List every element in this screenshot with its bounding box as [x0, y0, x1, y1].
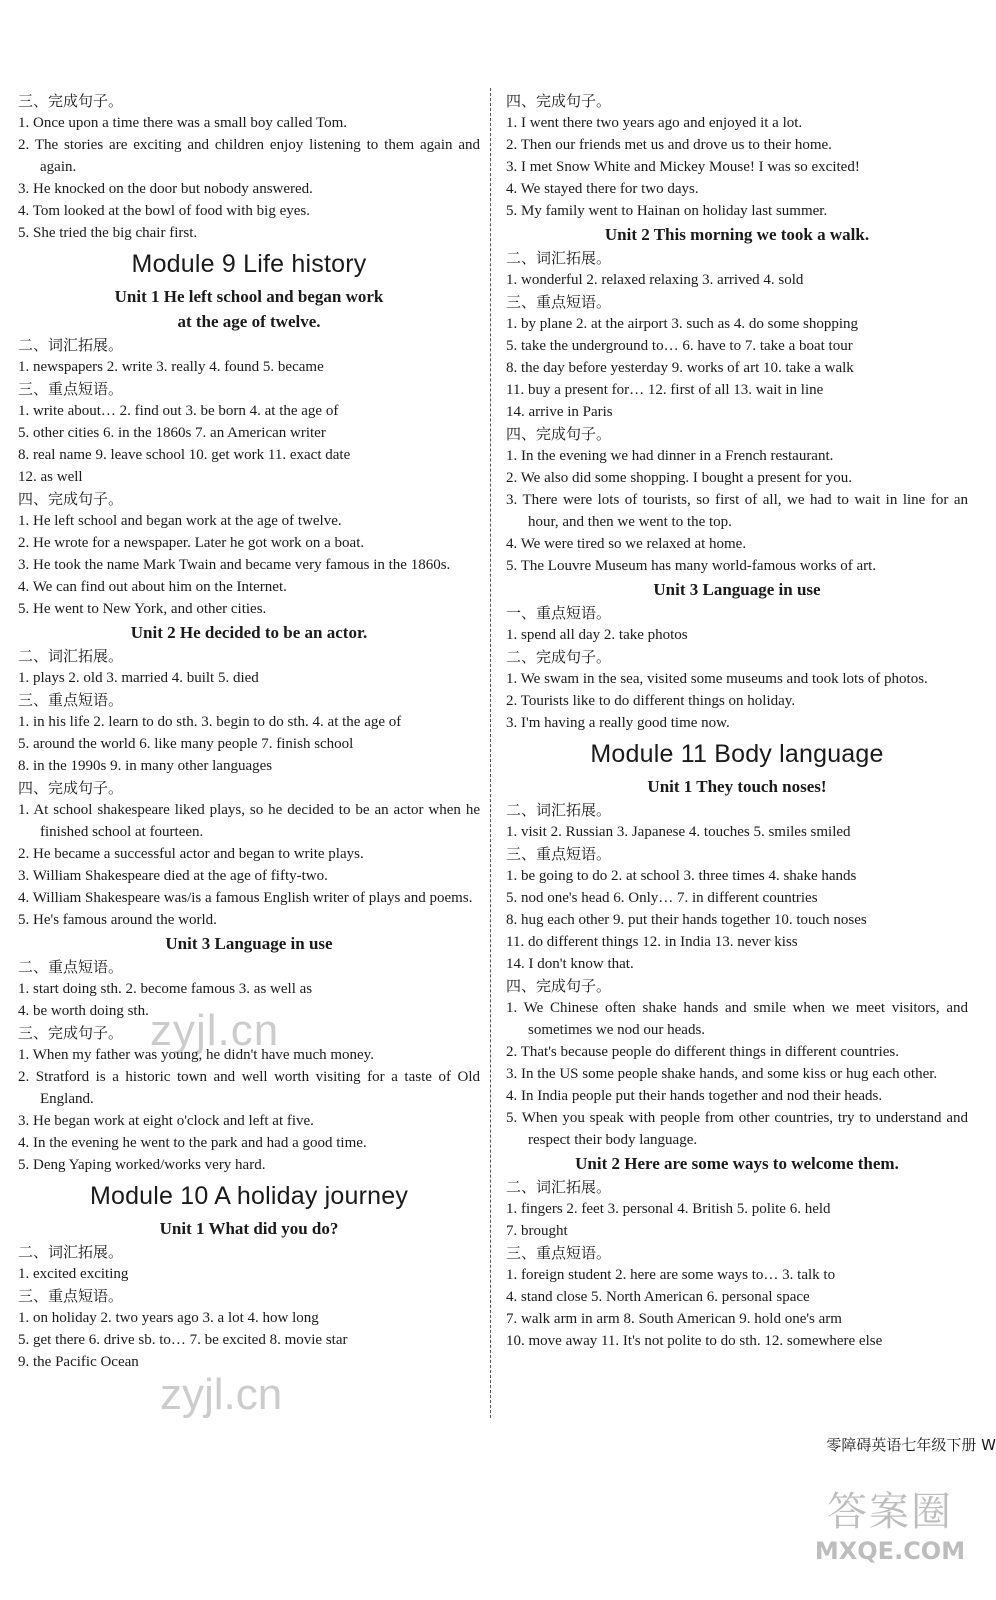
module-title: Module 11 Body language	[590, 740, 884, 768]
section-heading: 三、重点短语。	[506, 1244, 612, 1262]
answer-line: 5. She tried the big chair first.	[18, 225, 198, 241]
section-heading: 三、重点短语。	[18, 691, 124, 709]
section-heading: 二、词汇拓展。	[506, 249, 612, 267]
section-heading: 二、词汇拓展。	[18, 336, 124, 354]
answer-line: 2. Then our friends met us and drove us to their home.	[506, 137, 832, 153]
right-column	[506, 90, 968, 1352]
answer-line: 5. around the world 6. like many people 7. finish school	[18, 736, 354, 752]
answer-line: 4. In the evening he went to the park and had a good time.	[18, 1135, 367, 1151]
answer-line: 2. Tourists like to do different things on holiday.	[506, 693, 796, 709]
answer-line: 14. I don't know that.	[506, 956, 634, 972]
answer-item: 3. There were lots of tourists, so first of all, we had to wait in line for an hour, and then we went to the top.	[506, 492, 968, 530]
answer-line: 11. do different things 12. in India 13. never kiss	[506, 934, 798, 950]
section-heading: 四、完成句子。	[506, 425, 612, 443]
answer-line: 1. visit 2. Russian 3. Japanese 4. touches 5. smiles smiled	[506, 824, 851, 840]
answer-item: 2. Stratford is a historic town and well worth visiting for a taste of Old England.	[18, 1069, 480, 1107]
section-heading: 二、词汇拓展。	[506, 1178, 612, 1196]
answer-line: 5. other cities 6. in the 1860s 7. an American writer	[18, 425, 326, 441]
answer-line: 4. be worth doing sth.	[18, 1003, 149, 1019]
answer-line: 1. wonderful 2. relaxed relaxing 3. arrived 4. sold	[506, 272, 804, 288]
section-heading: 一、重点短语。	[506, 604, 612, 622]
answer-line: 1. newspapers 2. write 3. really 4. found 5. became	[18, 359, 324, 375]
unit-title: Unit 1 He left school and began work	[114, 287, 384, 306]
watermark-site-2: zyjl.cn	[160, 1370, 283, 1419]
answer-line: 1. spend all day 2. take photos	[506, 627, 688, 643]
answer-line: 3. He took the name Mark Twain and became very famous in the 1860s.	[18, 557, 451, 573]
section-heading: 三、重点短语。	[18, 1287, 124, 1305]
answer-line: 3. He knocked on the door but nobody answered.	[18, 181, 313, 197]
answer-line: 4. In India people put their hands together and nod their heads.	[506, 1088, 883, 1104]
answer-line: 1. Once upon a time there was a small boy called Tom.	[18, 115, 347, 131]
answer-line: 1. on holiday 2. two years ago 3. a lot 4. how long	[18, 1310, 319, 1326]
section-heading: 二、完成句子。	[506, 648, 612, 666]
section-heading: 四、完成句子。	[18, 779, 124, 797]
answer-line: 4. We were tired so we relaxed at home.	[506, 536, 747, 552]
answer-line: 9. the Pacific Ocean	[18, 1354, 139, 1370]
answer-line: 5. He went to New York, and other cities.	[18, 601, 267, 617]
answer-line: 1. in his life 2. learn to do sth. 3. begin to do sth. 4. at the age of	[18, 714, 402, 730]
answer-line: 4. Tom looked at the bowl of food with big eyes.	[18, 203, 310, 219]
unit-title: Unit 1 What did you do?	[159, 1219, 339, 1238]
module-title: Module 10 A holiday journey	[89, 1182, 409, 1210]
answer-line: 5. nod one's head 6. Only… 7. in different countries	[506, 890, 818, 906]
answer-line: 1. He left school and began work at the age of twelve.	[18, 513, 342, 529]
section-heading: 二、重点短语。	[18, 958, 124, 976]
unit-title: Unit 1 They touch noses!	[647, 777, 827, 796]
answer-line: 1. fingers 2. feet 3. personal 4. British 5. polite 6. held	[506, 1201, 831, 1217]
unit-title: Unit 3 Language in use	[165, 934, 333, 953]
answer-line: 5. Deng Yaping worked/works very hard.	[18, 1157, 266, 1173]
answer-line: 1. In the evening we had dinner in a French restaurant.	[506, 448, 834, 464]
answer-line: 11. buy a present for… 12. first of all 13. wait in line	[506, 382, 824, 398]
answer-item: 3. In the US some people shake hands, and some kiss or hug each other.	[506, 1066, 938, 1082]
section-heading: 四、完成句子。	[506, 92, 612, 110]
unit-title: Unit 3 Language in use	[653, 580, 821, 599]
answer-line: 12. as well	[18, 469, 83, 485]
unit-title: Unit 2 Here are some ways to welcome them.	[575, 1154, 899, 1173]
answer-line: 2. We also did some shopping. I bought a present for you.	[506, 470, 852, 486]
answer-line: 4. We stayed there for two days.	[506, 181, 699, 197]
answer-line: 1. write about… 2. find out 3. be born 4. at the age of	[18, 403, 339, 419]
answer-line: 1. excited exciting	[18, 1266, 129, 1282]
column-divider	[490, 88, 491, 1418]
answer-item: 1. We swam in the sea, visited some museums and took lots of photos.	[506, 671, 928, 687]
answer-line: 5. The Louvre Museum has many world-famous works of art.	[506, 558, 877, 574]
watermark-logo-text: 答案圈	[827, 1489, 953, 1535]
answer-line: 5. He's famous around the world.	[18, 912, 217, 928]
answer-line: 1. I went there two years ago and enjoyed it a lot.	[506, 115, 803, 131]
answer-line: 7. walk arm in arm 8. South American 9. hold one's arm	[506, 1311, 842, 1327]
answer-item: 5. When you speak with people from other countries, try to understand and respect their body language.	[506, 1110, 968, 1148]
answer-line: 1. by plane 2. at the airport 3. such as 4. do some shopping	[506, 316, 859, 332]
answer-line: 8. the day before yesterday 9. works of art 10. take a walk	[506, 360, 854, 376]
unit-title: at the age of twelve.	[177, 312, 321, 331]
answer-line: 5. My family went to Hainan on holiday last summer.	[506, 203, 828, 219]
answer-line: 1. When my father was young, he didn't have much money.	[18, 1047, 374, 1063]
section-heading: 三、完成句子。	[18, 1024, 124, 1042]
answer-line: 10. move away 11. It's not polite to do sth. 12. somewhere else	[506, 1333, 883, 1349]
answer-line: 8. in the 1990s 9. in many other languages	[18, 758, 273, 774]
module-title: Module 9 Life history	[131, 250, 367, 278]
answer-line: 14. arrive in Paris	[506, 404, 613, 420]
section-heading: 四、完成句子。	[506, 977, 612, 995]
section-heading: 二、词汇拓展。	[18, 1243, 124, 1261]
watermark-site: zyjl.cn	[150, 1006, 280, 1055]
footer-book-title: 零障碍英语七年级下册 W	[826, 1436, 996, 1454]
answer-line: 2. He became a successful actor and began to write plays.	[18, 846, 364, 862]
answer-line: 5. take the underground to… 6. have to 7. take a boat tour	[506, 338, 853, 354]
answer-line: 3. I'm having a really good time now.	[506, 715, 730, 731]
answer-item: 1. We Chinese often shake hands and smile when we meet visitors, and sometimes we nod our heads.	[506, 1000, 968, 1038]
answer-line: 2. That's because people do different things in different countries.	[506, 1044, 900, 1060]
watermark-logo-domain: MXQE.COM	[814, 1537, 966, 1565]
section-heading: 二、词汇拓展。	[506, 801, 612, 819]
section-heading: 二、词汇拓展。	[18, 647, 124, 665]
answer-line: 1. start doing sth. 2. become famous 3. as well as	[18, 981, 313, 997]
answer-item: 1. At school shakespeare liked plays, so he decided to be an actor when he finished school at fourteen.	[18, 802, 480, 840]
answer-line: 7. brought	[506, 1223, 568, 1239]
answer-line: 1. plays 2. old 3. married 4. built 5. died	[18, 670, 259, 686]
answer-item: 4. William Shakespeare was/is a famous English writer of plays and poems.	[18, 890, 473, 906]
section-heading: 三、完成句子。	[18, 92, 124, 110]
answer-line: 3. I met Snow White and Mickey Mouse! I was so excited!	[506, 159, 860, 175]
answer-item: 2. The stories are exciting and children enjoy listening to them again and again.	[18, 137, 480, 175]
section-heading: 四、完成句子。	[18, 490, 124, 508]
section-heading: 三、重点短语。	[506, 293, 612, 311]
answer-line: 8. real name 9. leave school 10. get work 11. exact date	[18, 447, 351, 463]
answer-line: 8. hug each other 9. put their hands together 10. touch noses	[506, 912, 867, 928]
left-column	[18, 90, 480, 1373]
answer-line: 1. foreign student 2. here are some ways to… 3. talk to	[506, 1267, 836, 1283]
unit-title: Unit 2 He decided to be an actor.	[130, 623, 368, 642]
watermark-logo	[810, 1480, 970, 1565]
answer-line: 2. He wrote for a newspaper. Later he got work on a boat.	[18, 535, 365, 551]
section-heading: 三、重点短语。	[18, 380, 124, 398]
answer-line: 4. stand close 5. North American 6. personal space	[506, 1289, 810, 1305]
answer-line: 1. be going to do 2. at school 3. three times 4. shake hands	[506, 868, 857, 884]
answer-line: 4. We can find out about him on the Internet.	[18, 579, 287, 595]
answer-line: 5. get there 6. drive sb. to… 7. be excited 8. movie star	[18, 1332, 348, 1348]
unit-title: Unit 2 This morning we took a walk.	[604, 225, 870, 244]
answer-line: 3. William Shakespeare died at the age of fifty-two.	[18, 868, 328, 884]
answer-line: 3. He began work at eight o'clock and left at five.	[18, 1113, 314, 1129]
section-heading: 三、重点短语。	[506, 845, 612, 863]
